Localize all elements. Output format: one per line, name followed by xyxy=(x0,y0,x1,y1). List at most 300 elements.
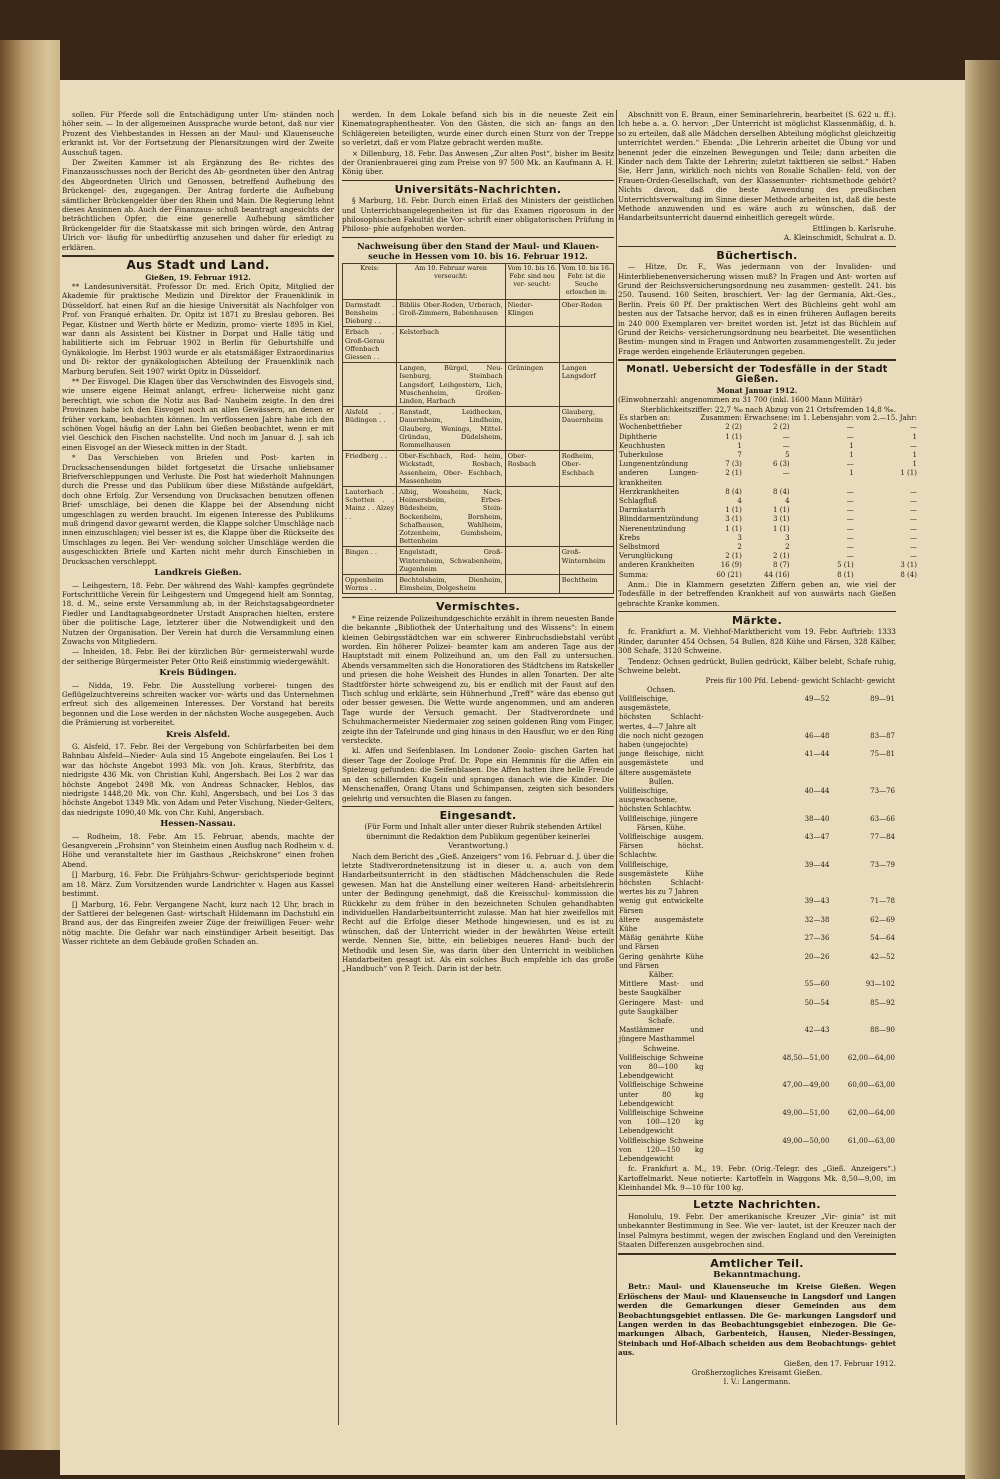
table-cell: 62—69 xyxy=(870,915,895,924)
table-cell: 1 (1) xyxy=(725,524,742,533)
table-cell: Vollfleischige Schweine von 100—120 kg Lebendgewicht xyxy=(619,1109,704,1136)
table-cell xyxy=(830,971,896,980)
paragraph: sollen. Für Pferde soll die Entschädigung unter Um- ständen noch höher sein. — In der allgemeinen Aussprache wurde betont, daß nur vier Prozent des Viehbestandes in Hessen an der Maul- und Klauenseuche erkrankt ist. Vor der Fortsetzung der Plenarsitzungen wird der Zweite Ausschuß tagen. xyxy=(62,110,334,157)
table-row xyxy=(618,980,896,998)
paragraph: Betr.: Maul- und Klauenseuche im Kreise Gießen. Wegen Erlöschens der Maul- und Klauenseuche in Langsdorf und Langen werden die Gemarkungen dieser Gemeinden aus dem Beobachtungsgebiet entlassen. Die Ge- markungen Langsdorf und Langen werden in das Beobachtungsgebiet einbezogen. Die Ge- markungen Albach, Garbenteich, Hausen, Nieder-Bessingen, Steinbach und Hof-Albach scheiden aus dem Beobachtungs- gebiet aus. xyxy=(618,1282,896,1358)
table-cell: Mastlämmer und jüngere Masthammel xyxy=(619,1026,704,1044)
table-cell: 7 (3) xyxy=(725,460,742,469)
table-cell: Darmkatarrh xyxy=(619,506,666,515)
column-header: im 1. Lebensjahr: xyxy=(791,414,854,423)
table-cell xyxy=(830,1045,896,1054)
paragraph: [] Marburg, 16. Febr. Vergangene Nacht, kurz nach 12 Uhr, brach in der Sattlerei der belegenen Gast- wirtschaft Hildemann im Dachstuhl ein Brand aus, der das Eingreifen zweier Züge der freiwilligen Feuer- wehr nötig machte. Die Gefahr war nach einstündiger Arbeit beseitigt. Das Wasser richtete an dem Gebäude großen Schaden an. xyxy=(62,899,334,947)
column-header xyxy=(618,677,705,686)
table-row xyxy=(618,534,918,543)
table-cell xyxy=(705,686,831,695)
table-cell: 1 xyxy=(849,469,854,478)
table-row xyxy=(343,451,614,487)
section-heading: Monatl. Uebersicht der Todesfälle in der Stadt Gießen. xyxy=(626,364,888,385)
table-cell xyxy=(705,1017,831,1026)
table-cell: 88—90 xyxy=(870,1026,895,1035)
table-cell: Vollfleischige Schweine von 80—100 kg Lebendgewicht xyxy=(619,1053,704,1081)
table-cell: 1 (1) xyxy=(725,432,742,441)
table-cell: 1 xyxy=(912,432,917,441)
table-cell: 2 (1) xyxy=(725,469,742,478)
info-line: Sterblichkeitsziffer: 22,7 ‰ nach Abzug von 21 Ortsfremden 14,8 ‰. xyxy=(640,404,896,414)
signature-name: I. V.: Langermann. xyxy=(723,1377,791,1387)
paragraph: kl. Affen und Seifenblasen. Im Londoner Zoolo- gischen Garten hat dieser Tage der Zoologe Prof. Dr. Pope ein Hemmnis für die Affen ein Spielzeug gefunden: die Seifenblasen. Die Affen hatten ihre helle Freude an den schillernden Kugeln und sprangen danach wie die Kinder. Die Menschenaffen, Orang Utans und Schimpansen, zeigten sich besonders gelehrig und versuchten die Blasen zu fangen. xyxy=(342,746,614,803)
table-row xyxy=(618,999,896,1017)
table-cell: anderen Lungen- krankheiten xyxy=(619,469,699,487)
table-cell: 2 (1) xyxy=(725,552,742,561)
table-cell: Grüningen xyxy=(505,363,559,407)
table-cell xyxy=(505,486,559,546)
section-heading: Büchertisch. xyxy=(716,248,798,262)
table-row xyxy=(618,433,918,442)
table-row xyxy=(343,363,614,407)
section-rule xyxy=(618,1253,896,1255)
table-cell: Erbach . . Groß-Gerau Offenbach Giessen . . xyxy=(343,327,397,363)
table-cell: 1 (1) xyxy=(900,469,917,478)
paragraph: — Inheiden, 18. Febr. Bei der kürzlichen Bür- germeisterwahl wurde der seitherige Bürgermeister Peter Otto Reiß einstimmig wiedergewählt. xyxy=(62,647,334,666)
table-cell: Glauberg, Dauernheim xyxy=(559,407,613,451)
table-cell: 32—38 xyxy=(804,915,830,924)
table-cell: 71—78 xyxy=(870,897,895,906)
table-row xyxy=(618,451,918,460)
table-cell xyxy=(705,1045,831,1054)
subheading: Bekanntmachung. xyxy=(713,1269,801,1280)
table-cell: 1 xyxy=(737,441,742,450)
table-cell: Oppenheim Worms . . xyxy=(343,574,397,593)
table-cell: 8 (4) xyxy=(900,570,917,579)
paragraph: ** Landesuniversität. Professor Dr. med. Erich Opitz, Mitglied der Akademie für praktische Medizin und Direktor der Frauenklinik in Düsseldorf, hat einen Ruf an die hiesige Universität als Nachfolger von Prof. von Franqué erhalten. Dr. Opitz ist 1871 zu Breslau geboren. Bei Pegar, Küstner und Werth hörte er Medizin, promo- vierte 1895 in Kiel, war dann als Assistent bei Küstner in Dorpat und Halle tätig und habilitierte sich im Februar 1902 in Berlin für Geburtshilfe und Gynäkologie. Im Herbst 1903 wurde er als etatsmäßiger Extraordinarius und Di- rektor der gynäkologischen Abteilung der Frauenklinik nach Marburg berufen. Seit 1907 wirkt Opitz in Düsseldorf. xyxy=(62,281,334,376)
paragraph: — Rodheim, 18. Febr. Am 15. Februar, abends, machte der Gesangverein „Frohsinn“ von Steinheim einen Ausflug nach Rodheim v. d. Höhe und veranstaltete hier im Gasthaus „Reichskrone“ einen frohen Abend. xyxy=(62,831,334,869)
table-cell: ältere ausgemästete Kühe xyxy=(619,915,704,933)
table-cell: Kälber. xyxy=(648,971,674,979)
table-row xyxy=(618,1017,896,1026)
table-cell: junge fleischige, nicht ausgemästete und ältere ausgemästete xyxy=(619,750,704,777)
table-cell: — xyxy=(846,460,854,469)
table-cell: — xyxy=(846,524,854,533)
paragraph: * Das Verschieben von Briefen und Post- karten in Drucksachensendungen bildet fortgesetzt die Ursache unliebsamer Briefverschleppungen und Verluste. Die Post hat wiederholt Mahnungen durch die Presse und das Publikum über diese Mißstände aufgeklärt, doch ohne Erfolg. Zur Versendung von Drucksachen benutzen offenen Brief- umschläge, bei denen die Klappe bei der Absendung nicht umgeschlagen zu werden braucht. Im eigenen Interesse des Publikums muß dringend davor gewarnt werden, die Klappe solcher Umschläge nach innen einzuschlagen; viel besser ist es, die Klappe über die Rückseite des Umschlages zu legen. Bei Ver- wendung solcher Umschläge werden die ausgeschickten Briefe und Karten nicht mehr durch Einschieben in Drucksachen verschleppt. xyxy=(62,453,334,566)
table-cell: 54—64 xyxy=(870,934,895,943)
table-cell: Tuberkulose xyxy=(619,451,664,459)
table-row xyxy=(618,571,918,580)
table-cell: Wochenbettfieber xyxy=(619,423,683,432)
table-cell: 46—48 xyxy=(804,731,830,740)
editorial-note: (Für Form und Inhalt aller unter dieser Rubrik stehenden Artikel übernimmt die Redaktion dem Publikum gegenüber keinerlei Verantwortung.) xyxy=(364,822,602,851)
table-cell: — xyxy=(909,441,917,450)
table-row xyxy=(343,574,614,593)
table-cell: 8 (4) xyxy=(725,487,742,496)
table-cell: die noch nicht gezogen haben (ungejochte) xyxy=(619,731,704,749)
table-cell: Ober- Rosbach xyxy=(505,451,559,487)
table-cell: Herzkrankheiten xyxy=(619,487,680,496)
table-row xyxy=(618,787,896,815)
table-cell: 49—52 xyxy=(804,694,830,703)
table-cell: — xyxy=(782,469,790,478)
section-rule xyxy=(618,246,896,247)
table-cell: 77—84 xyxy=(870,832,895,841)
subheading: Landkreis Gießen. xyxy=(154,568,242,579)
table-cell xyxy=(830,778,896,787)
table-cell: 20—26 xyxy=(804,952,830,961)
table-cell: Vollfleischige ausgem. Färsen höchst. Schlachtw. xyxy=(619,832,704,860)
table-cell: 2 (2) xyxy=(773,423,790,432)
table-cell: Vollfleischige Schweine unter 80 kg Lebendgewicht xyxy=(619,1081,704,1108)
table-row xyxy=(618,815,896,824)
table-cell: — xyxy=(909,506,917,515)
table-row xyxy=(618,750,896,778)
paragraph: Nach dem Bericht des „Gieß. Anzeigers“ vom 16. Februar d. J. über die letzte Stadtverordnetensitzung ist in dieser u. a. auch von dem Handarbeitsunterricht in den städtischen Mädchenschulen die Rede gewesen. Man hat die Anstellung einer weiteren Hand- arbeitslehrerin unter der Bedingung genehmigt, daß die Kreisschul- kommission die Rückkehr zu dem früher in den bezeichneten Schulen gehandhabten individuellen Handarbeitsunterricht zulasse. Man hat hier zweifellos mit Recht auf die Erfolge dieser Methode hingewiesen, und es ist zu wünschen, daß der Unterricht wieder in der bewährten Weise erteilt werde. Nennen Sie, bitte, ein beliebiges neueres Hand- buch der Methodik und lesen Sie, was darin über den Unterricht in weiblichen Handarbeiten gesagt ist. Als ein solches Buch empfehle ich das große „Handbuch“ von P. Teich. Darin ist der betr. xyxy=(342,851,614,974)
paragraph: werden. In dem Lokale befand sich bis in die neueste Zeit ein Kinematographentheater. Von den Gästen, die sich an- fangs an den Schlägereien beteiligten, wurde einer durch einen Sturz von der Treppe so verletzt, daß er vom Platze gebracht werden mußte. xyxy=(342,110,614,148)
dateline: Gießen, 19. Februar 1912. xyxy=(145,272,251,282)
column-header: Schlacht- gewicht xyxy=(831,676,895,685)
paragraph: Tendenz: Ochsen gedrückt, Bullen gedrückt, Kälber belebt, Schafe ruhig, Schweine belebt. xyxy=(618,656,896,676)
table-cell: 2 xyxy=(737,543,742,552)
column-header: Zusammen: xyxy=(700,414,742,423)
table-cell xyxy=(505,327,559,363)
table-cell: 3 (1) xyxy=(773,515,790,524)
table-cell: 60 (21) xyxy=(716,570,742,579)
table-cell: Schafe. xyxy=(648,1017,675,1026)
table-cell: — xyxy=(846,497,854,506)
table-cell: Diphtherie xyxy=(619,432,658,441)
table-cell: — xyxy=(846,552,854,561)
table-cell xyxy=(505,547,559,575)
death-table xyxy=(618,414,918,580)
left-page-gutter xyxy=(0,40,60,1450)
table-cell: Schlagfluß xyxy=(619,497,657,506)
table-cell: 2 (1) xyxy=(773,552,790,561)
signature-name: A. Kleinschmidt, Schulrat a. D. xyxy=(783,233,896,243)
column-3 xyxy=(618,110,917,1387)
table-row xyxy=(618,833,896,861)
table-row xyxy=(618,543,918,552)
table-row xyxy=(618,732,896,750)
table-cell: Bingen . . xyxy=(343,547,397,575)
table-cell: 62,00—64,00 xyxy=(847,1053,895,1062)
table-cell: Mittlere Mast- und beste Saugkälber xyxy=(619,980,704,998)
column-header: Preis für 100 Pfd. Lebend- gewicht xyxy=(705,676,830,685)
column-header: Kreis: xyxy=(343,263,397,299)
table-cell: Friedberg . . xyxy=(343,451,397,487)
table-cell: — xyxy=(846,423,854,432)
section-heading: Eingesandt. xyxy=(439,808,517,822)
table-cell: — xyxy=(909,533,917,542)
section-heading: Amtlicher Teil. xyxy=(710,1256,804,1270)
section-heading: Märkte. xyxy=(731,614,783,628)
paragraph: — Hitze, Dr. F., Was jedermann von der Invaliden- und Hinterbliebenenversicherung wissen muß? In Fragen und Ant- worten auf Grund der Reichsversicherungsordnung neu zusammen- gestellt. 241. bis 250. Tausend. 160 Seiten, broschiert. Ver- lag der Germania, Akt.-Ges., Berlin. Preis 60 Pf. Der praktischen Wert des Büchleins geht wohl am besten aus der Tatsache hervor, daß es in einen früheren Auflagen bereits in 240 000 Exemplaren ver- breitet worden ist. Jetzt ist das Büchlein auf Grund der Reichs- versicherungsordnung neu bearbeitet. Die wesentlichen Bestim- mungen sind in Fragen und Antworten zusammengestellt. Zu jeder Frage werden eingehende Erläuterungen gegeben. xyxy=(618,262,896,356)
table-cell: Langen, Bürgel, Neu- Isenburg, Steinbach Langsdorf, Leihgestern, Lich, Muschenheim, Großen-Linden, Harbach xyxy=(397,363,505,407)
paragraph: — Nidda, 19. Febr. Die Ausstellung vorberei- tungen des Geflügelzuchtvereins schreiten wacker vor- wärts und das Unternehmen erfreut sich des allgemeinen Interesses. Der Vorstand hat bereits begonnen und die Lose werden in der nächsten Woche ausgegeben. Auch die Prämierung ist vorbereitet. xyxy=(62,680,334,728)
table-row xyxy=(618,561,918,570)
paragraph: Honolulu, 19. Febr. Der amerikanische Kreuzer „Vir- ginia“ ist mit unbekannter Bestimmung in See. Wie ver- lautet, ist der Kreuzer nach der Insel Palmyra bestimmt, wegen der zwischen England und den Vereinigten Staaten Differenzen ausgebrochen sind. xyxy=(618,1211,896,1250)
table-cell: Darmstadt . Bensheim . Dieburg . . xyxy=(343,299,397,327)
table-cell: 1 (1) xyxy=(773,506,790,515)
table-row xyxy=(618,934,896,952)
table-row xyxy=(618,1137,896,1165)
table-cell: wenig gut entwickelte Färsen xyxy=(619,897,704,915)
paragraph: fc. Frankfurt a. M., 19. Febr. (Orig.-Telegr. des „Gieß. Anzeigers“.) Kartoffelmarkt. Neue notierte: Kartoffeln in Waggons Mk. 8,50—9,00, im Kleinhandel Mk. 9—10 für 100 kg. xyxy=(618,1164,896,1193)
table-cell: Bibliis Ober-Roden, Urberach, Groß-Zimmern, Babenhausen xyxy=(397,299,505,327)
table-row xyxy=(343,327,614,363)
section-heading: Letzte Nachrichten. xyxy=(693,1198,821,1212)
table-cell: 75—81 xyxy=(870,750,895,759)
section-heading: Aus Stadt und Land. xyxy=(126,258,270,273)
column-header: Es starben an: xyxy=(619,414,671,423)
table-cell: Kelsterbach xyxy=(397,327,505,363)
table-cell: 1 xyxy=(849,451,854,459)
table-cell: — xyxy=(782,432,790,441)
subheading: Kreis Alsfeld. xyxy=(165,729,231,740)
table-cell: 39—44 xyxy=(804,860,830,869)
table-row xyxy=(618,971,896,980)
table-cell: Ochsen. xyxy=(646,685,676,694)
table-cell xyxy=(705,971,831,980)
table-cell: — xyxy=(909,423,917,432)
table-cell: 40—44 xyxy=(804,786,830,795)
table-cell: — xyxy=(846,506,854,515)
table-cell: 43—47 xyxy=(804,832,830,841)
table-cell: Nierenentzündung xyxy=(619,524,686,533)
table-cell xyxy=(830,824,896,833)
table-row xyxy=(618,1026,896,1044)
section-rule xyxy=(618,611,896,612)
table-cell: 49,00—51,00 xyxy=(782,1109,830,1118)
table-cell: 93—102 xyxy=(865,980,895,989)
table-cell: 5 (1) xyxy=(837,561,854,570)
table-cell: Gering genährte Kühe und Färsen xyxy=(619,952,704,970)
section-rule xyxy=(342,237,614,238)
table-cell: 8 (7) xyxy=(773,561,790,570)
table-cell xyxy=(559,486,613,546)
table-cell xyxy=(830,686,896,695)
table-cell: 3 (1) xyxy=(900,561,917,570)
paragraph: § Marburg, 18. Febr. Durch einen Erlaß des Ministers der geistlichen und Unterrichtsangelegenheiten ist für das Examen rigorosum in der philosophischen Fakultät die Vor- schrift einer obligatorischen Prüfung in Philoso- phie aufgehoben worden. xyxy=(342,196,614,234)
book-edge xyxy=(965,60,1000,1479)
table-row xyxy=(618,916,896,934)
table-cell xyxy=(505,574,559,593)
table-cell: 73—79 xyxy=(870,860,895,869)
table-cell: 7 xyxy=(737,451,742,459)
table-row xyxy=(618,515,918,524)
table-cell: — xyxy=(909,524,917,533)
table-cell: Bechtolsheim, Dienheim, Eimsheim, Dolgesheim xyxy=(397,574,505,593)
paragraph: × Dillenburg, 18. Febr. Das Anwesen „Zur alten Post“, bisher im Besitz der Oranienbrauerei ging zum Preise von 97 500 Mk. an Kaufmann A. H. König über. xyxy=(342,148,614,177)
column-header: Am 10. Februar waren verseucht: xyxy=(397,263,505,299)
table-row xyxy=(343,299,614,327)
table-row xyxy=(618,1045,896,1054)
column-header: Erwachsene: xyxy=(743,414,790,423)
table-cell: Engelstadt, Groß- Winternheim, Schwabenheim, Zugenheim xyxy=(397,547,505,575)
table-cell: Nieder- Klingen xyxy=(505,299,559,327)
table-cell: Verunglückung xyxy=(619,552,673,561)
table-cell: Lauterbach . Schotten . . Mainz . . Alzey . . xyxy=(343,486,397,546)
table-row xyxy=(618,953,896,971)
table-row xyxy=(618,861,896,898)
signature-place: Ettlingen b. Karlsruhe. xyxy=(812,223,896,233)
table-cell: Vollfleischige, jüngere xyxy=(619,814,698,823)
table-cell: 83—87 xyxy=(870,731,895,740)
paragraph: * Eine reizende Polizeihundgeschichte erzählt in ihrem neuesten Bande die bekannte „Bibliothek der Unterhaltung und des Wissens“: In einem kleinen Gebirgsstädtchen war ein schwerer Einbruchsdiebstahl verübt worden. Ein höherer Polizei- beamter kam am anderen Tage aus der Hauptstadt mit einem Polizeihund an, um den Fall zu untersuchen. Abends versammelten sich die Honoratioren des Städtchens im Ratskeller und priesen die hohe Weisheit des Hundes in allen Tonarten. Der alte Stadtförster hörte schweigend zu, bis er endlich mit der Faust auf den Tisch schlug und erklärte, sein Hühnerhund „Treff“ wäre das ebenso gut oder besser gewesen. Die Wette wurde angenommen, und am anderen Tage wurde der Versuch gemacht. Der Stadtverordnete und Schuhmachermeister Niedermaier zog seinen goldenen Ring vom Finger, zeigte ihn der Tafelrunde und ging hinaus in den Hausflur, wo er den Ring versteckte. xyxy=(342,613,614,746)
table-cell: Alsfeld . . Büdingen . . xyxy=(343,407,397,451)
table-row xyxy=(618,695,896,732)
table-row xyxy=(343,407,614,451)
table-row xyxy=(618,552,918,561)
paragraph: — Leihgestern, 18. Febr. Der während des Wahl- kampfes gegründete Fortschrittliche Verein für Leihgestern und Umgegend hielt am Sonntag, 18. d. M., seine erste Versammlung ab, in der Reichstagsabgeordneter Fiedler und Landtagsabgeordneter Urstadt Ansprachen hielten, erstere über die politische Lage, letzterer über die Notwendigkeit und den Nutzen der Organisation. Der Verein hat durch die Versammlung einen Zuwachs von Mitgliedern. xyxy=(62,580,334,646)
table-row xyxy=(618,488,918,497)
table-cell: 73—76 xyxy=(870,786,895,795)
table-cell: Ober-Roden xyxy=(559,299,613,327)
table-cell: Lungenentzündung xyxy=(619,460,688,469)
section-rule xyxy=(618,359,896,361)
table-cell: 62,00—64,00 xyxy=(847,1109,895,1118)
signature-office: Großherzogliches Kreisamt Gießen. xyxy=(691,1367,823,1377)
month-label: Monat Januar 1912. xyxy=(716,385,798,395)
table-cell: Vollfleischige, ausgewachsene, höchsten Schlachtw. xyxy=(619,786,692,814)
table-row xyxy=(618,469,918,487)
table-row xyxy=(618,1081,896,1109)
table-cell: Vollfleischige Schweine von 120—150 kg Lebendgewicht xyxy=(619,1136,704,1164)
table-row xyxy=(343,486,614,546)
table-cell: 50—54 xyxy=(804,998,830,1007)
table-row xyxy=(618,897,896,915)
table-cell: Groß- Winternheim xyxy=(559,547,613,575)
table-cell: — xyxy=(909,543,917,552)
table-cell: 1 xyxy=(912,451,917,459)
table-cell: Summa: xyxy=(619,570,649,579)
table-cell: 63—66 xyxy=(870,814,895,823)
table-cell: — xyxy=(909,552,917,561)
table-row xyxy=(618,686,896,695)
table-cell: Rodheim, Ober- Eschbach xyxy=(559,451,613,487)
table-cell: 44 (16) xyxy=(764,570,790,579)
table-cell: Schweine. xyxy=(643,1044,680,1053)
table-cell: 8 (1) xyxy=(837,570,854,579)
table-cell: anderen Krankheiten xyxy=(619,561,695,570)
column-1 xyxy=(62,110,334,948)
table-cell: Vollfleischige, ausgemästete Kühe höchsten Schlacht- wertes bis zu 7 Jahren xyxy=(619,860,704,897)
table-row xyxy=(618,1109,896,1137)
table-cell: 61,00—63,00 xyxy=(847,1136,895,1145)
paragraph: fc. Frankfurt a. M. Viehhof-Marktbericht vom 19. Febr. Auftrieb: 1333 Rinder, darunter 454 Ochsen, 54 Bullen, 828 Kühe und Färsen, 328 Kälber, 308 Schafe, 3120 Schweine. xyxy=(618,627,896,656)
paragraph: [] Marburg, 16. Febr. Die Frühjahrs-Schwur- gerichtsperiode beginnt am 18. März. Zum Vorsitzenden wurde Landrichter v. Hagen aus Kassel bestimmt. xyxy=(62,870,334,899)
table-cell xyxy=(705,778,831,787)
table-cell: Blinddarmentzündung xyxy=(619,515,699,524)
table-cell: 2 xyxy=(785,543,790,552)
section-rule xyxy=(342,597,614,598)
column-rule xyxy=(616,110,617,1425)
table-cell xyxy=(343,363,397,407)
signature-date: Gießen, den 17. Februar 1912. xyxy=(783,1358,896,1368)
table-cell: Mäßig genährte Kühe und Färsen xyxy=(619,934,704,952)
table-cell: — xyxy=(909,497,917,506)
market-table xyxy=(618,677,896,1165)
column-2 xyxy=(342,110,614,975)
table-cell: Bullen. xyxy=(648,777,674,786)
table-cell: 8 (4) xyxy=(773,487,790,496)
table-row xyxy=(618,525,918,534)
table-cell: Langen Langsdorf xyxy=(559,363,613,407)
table-row xyxy=(618,442,918,451)
column-header: Vom 10. bis 16. Febr. sind neu ver- seucht: xyxy=(505,263,559,299)
table-row xyxy=(618,423,918,432)
section-heading: Universitäts-Nachrichten. xyxy=(394,182,562,196)
table-cell: 6 (3) xyxy=(773,460,790,469)
table-cell: Färsen, Kühe. xyxy=(636,823,686,832)
table-title: Nachweisung über den Stand der Maul- und Klauen- seuche in Hessen vom 10. bis 16. Februar 1912. xyxy=(357,240,599,261)
table-cell: 4 xyxy=(737,497,742,506)
table-cell: 1 xyxy=(849,441,854,450)
table-cell: 41—44 xyxy=(804,750,830,759)
column-rule xyxy=(338,110,339,1425)
table-cell: 3 xyxy=(737,533,742,542)
table-cell: 48,50—51,00 xyxy=(782,1053,830,1062)
table-row xyxy=(618,460,918,469)
section-heading: Vermischtes. xyxy=(436,600,520,614)
paragraph: G. Alsfeld, 17. Febr. Bei der Vergebung von Schürfarbeiten bei dem Bahnbau Alsfeld—Nieder- Aula sind 15 Angebote eingelaufen. Bei Los 1 war das höchste Angebot 1993 Mk. von Joh. Kraus, Sterbfritz, das niedrigste 436 Mk. von Christian Kuhl, Angersbach. Bei Los 2 war das höchste Angebot 2498 Mk. von Andreas Schnacker, Heblos, das niedrigste 1448,20 Mk. von Chr. Kuhl, Angersbach, und bei Los 3 das höchste Angebot 1349 Mk. von Adam und Peter Vischung, Nieder-Gelters, das niedrigste 1090,40 Mk. von Chr. Kuhl, Angersbach. xyxy=(62,742,334,817)
table-cell: 1 (1) xyxy=(773,524,790,533)
table-cell xyxy=(505,407,559,451)
paragraph: ** Der Eisvogel. Die Klagen über das Verschwinden des Eisvogels sind, wie unsere eigene Heimat anlangt, erfreu- licherweise nicht ganz berechtigt, wie schon die Notiz aus Bad- Nauheim zeigte. In den drei Provinzen habe ich den Eisvogel noch an allen Gewässern, an denen er früher vorkam, beobachten können. Im verflossenen Jahre habe ich den schönen Vogel häufig an der Lahn bei Gießen beobachtet, wenn er mit viel Geschick den Fischen nachstellte. Und noch im Januar d. J. sah ich einen Eisvogel an der Wieseck mitten in der Stadt. xyxy=(62,376,334,452)
table-row xyxy=(343,547,614,575)
paragraph: Abschnitt von E. Braun, einer Seminarlehrerin, bearbeitet (S. 622 u. ff.). Ich hebe a. a. O. hervor: „Der Unterricht ist möglichst Klassenmäßig, d. h. so zu erteilen, daß alle Mädchen derselben Abteilung möglichst gleichzeitig unterrichtet werden.“ Ebenda: „Die Lehrerin arbeitet die Übung vor und benennt jeder die einzelnen Bewegungen und Teile; dann arbeiten die Kinder nach dem Takte der Lehrerin; zuletzt takttieren sie selbst.“ Haben Sie, Herr Jann, wirklich noch nichts von Rosalie Schallen- feld, von der Frauen-Orden-Gesellschaft, von der Klassenunter- richtsmethode gehört? Nichts davon, daß die beste Anwendung des preußischen Unterrichtsverwaltung im Sinne dieser Methode arbeiten ist, daß die beste Methode anzuwenden und es wäre auch zu wünschen, daß der Handarbeitsunterricht dauernd einheitlich geregelt würde. xyxy=(618,110,896,223)
table-cell: — xyxy=(846,515,854,524)
table-row xyxy=(618,506,918,515)
info-line: (Einwohnerzahl: angenommen zu 31 700 (inkl. 1600 Mann Militär) xyxy=(618,395,863,405)
paragraph: Anm.: Die in Klammern gesetzten Ziffern geben an, wie viel der Todesfälle in der betreffenden Krankheit auf von auswärts nach Gießen gebrachte Kranke kommen. xyxy=(618,579,896,608)
table-cell: 39—43 xyxy=(804,897,830,906)
table-cell: 4 xyxy=(785,497,790,506)
section-rule xyxy=(342,806,614,807)
table-cell: — xyxy=(909,487,917,496)
table-cell: — xyxy=(846,533,854,542)
table-cell: Bechtheim xyxy=(559,574,613,593)
table-cell: 47,00—49,00 xyxy=(782,1081,830,1090)
table-cell: — xyxy=(909,515,917,524)
table-cell: — xyxy=(846,543,854,552)
table-cell: 1 (1) xyxy=(725,506,742,515)
table-cell: 42—43 xyxy=(804,1026,830,1035)
table-cell: Ranstadt, Leidhecken, Dauernheim, Lindheim, Glauberg, Wenings, Mittel-Gründau, Düdelsheim, Rommelhausen xyxy=(397,407,505,451)
subheading: Kreis Büdingen. xyxy=(159,668,237,679)
table-cell xyxy=(559,327,613,363)
section-rule xyxy=(342,180,614,181)
table-row xyxy=(618,497,918,506)
table-row xyxy=(618,824,896,833)
table-cell: 42—52 xyxy=(870,952,895,961)
section-rule xyxy=(618,1195,896,1196)
table-cell: Keuchhusten xyxy=(619,441,666,450)
table-cell xyxy=(705,824,831,833)
table-cell xyxy=(830,1017,896,1026)
table-cell: 2 (2) xyxy=(725,423,742,432)
table-cell: Albig, Wonsheim, Nack, Heimersheim, Erbes- Büdesheim, Stein- Bockenheim, Bornheim, Schafhausen, Wahlheim, Zotzenheim, Gumbsheim, Bettenheim xyxy=(397,486,505,546)
table-cell: Ober-Eschbach, Rod- heim, Wickstadt, Rosbach, Assenheim, Ober- Eschbach, Massenheim xyxy=(397,451,505,487)
table-cell: Krebs xyxy=(619,533,640,542)
table-cell: 38—40 xyxy=(804,814,830,823)
table-cell: 1 xyxy=(912,460,917,469)
table-cell: 5 xyxy=(785,451,790,459)
table-row xyxy=(618,1054,896,1082)
paragraph: Der Zweiten Kammer ist als Ergänzung des Be- richtes des Finanzausschusses noch der Bericht des Ab- geordneten über den Antrag des Abgeordneten Ulrich und Genossen, betreffend Aufhebung des Brückengel- des, zugegangen. Der Antrag forderte die Aufhebung sämtlicher Brückengelder über den Rhein und Main. Die Regierung lehnt dieses Ansinnen ab. Auch der Finanzaus- schuß beantragt angesichts der beträchtlichen Opfer, die eine generelle Aufhebung sämtlicher Brückengelder für die Staatskasse mit sich bringen würde, den Antrag Ulrich vor- läufig für unbedürftig anzusehen und daher für erledigt zu erklären. xyxy=(62,158,334,252)
table-cell: 3 (1) xyxy=(725,515,742,524)
section-rule xyxy=(62,255,334,257)
subheading: Hessen-Nassau. xyxy=(160,819,236,830)
table-cell: 3 xyxy=(785,533,790,542)
table-cell: 89—91 xyxy=(870,694,895,703)
column-header: Vom 10. bis 16. Febr. ist die Seuche erloschen in: xyxy=(559,263,613,299)
